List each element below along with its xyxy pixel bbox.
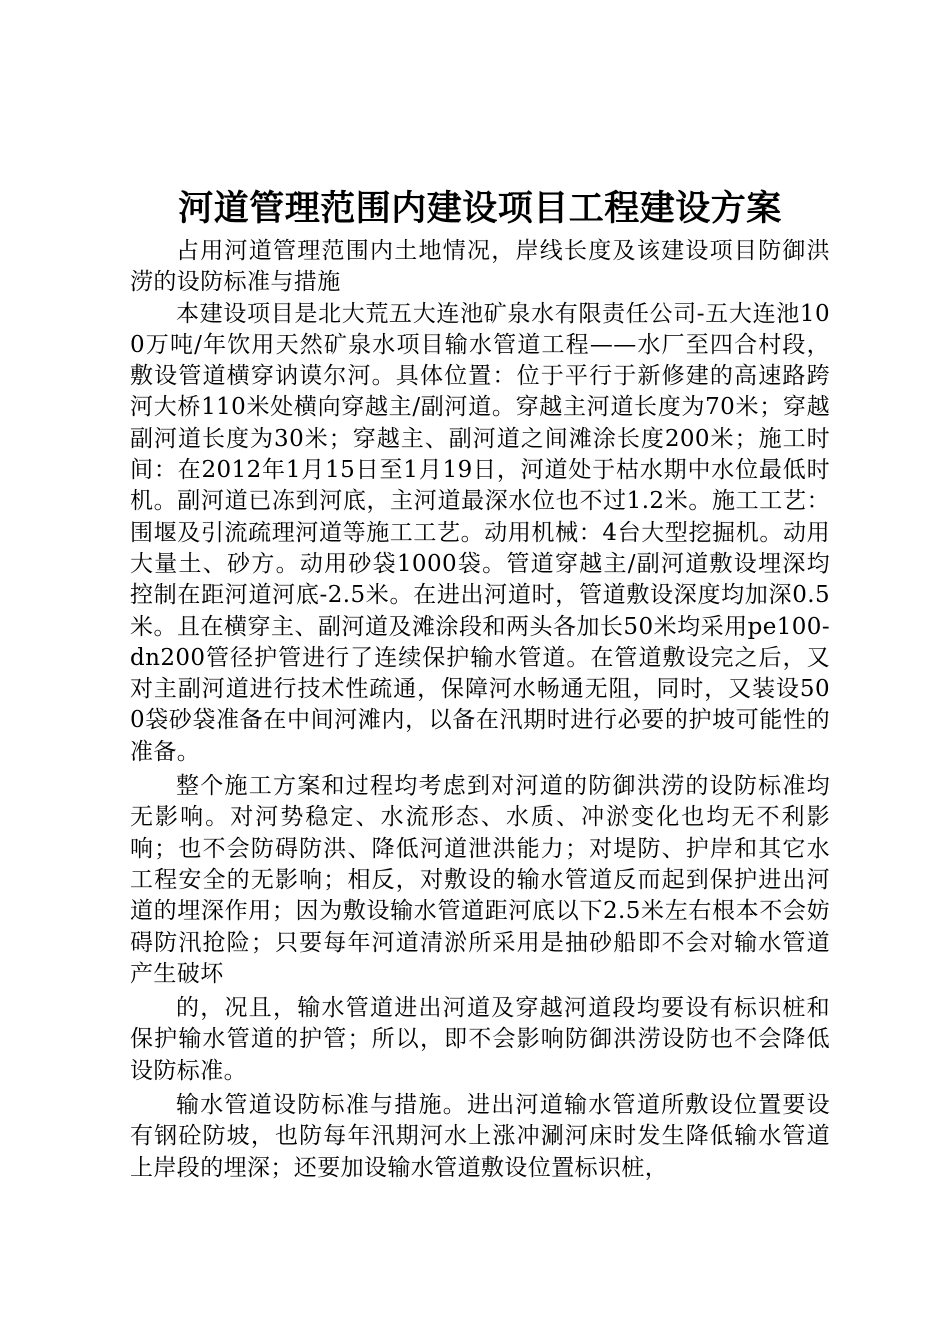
paragraph-project-description: 本建设项目是北大荒五大连池矿泉水有限责任公司-五大连池100万吨/年饮用天然矿泉水项目输水管道工程——水厂至四合村段，敷设管道横穿讷谟尔河。具体位置：位于平行于新修建的高速路跨河大桥110米处横向穿越主/副河道。穿越主河道长度为70米；穿越副河道长度为30米；穿越主、副河道之间滩涂长度200米；施工时间：在2012年1月15日至1月19日，河道处于枯水期中水位最低时机。副河道已冻到河底，主河道最深水位也不过1.2米。施工工艺：围堰及引流疏理河道等施工工艺。动用机械：4台大型挖掘机。动用大量土、砂方。动用砂袋1000袋。管道穿越主/副河道敷设埋深均控制在距河道河底-2.5米。在进出河道时，管道敷设深度均加深0.5米。且在横穿主、副河道及滩涂段和两头各加长50米均采用pe100-dn200管径护管进行了连续保护输水管道。在管道敷设完之后，又对主副河道进行技术性疏通，保障河水畅通无阻，同时，又装设500袋砂袋准备在中间河滩内，以备在汛期时进行必要的护坡可能性的准备。 bbox=[130, 300, 830, 765]
paragraph-impact-assessment: 整个施工方案和过程均考虑到对河道的防御洪涝的设防标准均无影响。对河势稳定、水流形态、水质、冲淤变化也均无不利影响；也不会防碍防洪、降低河道泄洪能力；对堤防、护岸和其它水工程安全的无影响；相反，对敷设的输水管道反而起到保护进出河道的埋深作用；因为敷设输水管道距河底以下2.5米左右根本不会妨碍防汛抢险；只要每年河道清淤所采用是抽砂船即不会对输水管道产生破坏 bbox=[130, 773, 830, 987]
document-body bbox=[130, 236, 830, 1184]
paragraph-impact-continued: 的，况且，输水管道进出河道及穿越河道段均要设有标识桩和保护输水管道的护管；所以，即不会影响防御洪涝设防也不会降低设防标准。 bbox=[130, 995, 830, 1084]
document-title: 河道管理范围内建设项目工程建设方案 bbox=[178, 188, 782, 229]
paragraph-scope: 占用河道管理范围内土地情况，岸线长度及该建设项目防御洪涝的设防标准与措施 bbox=[130, 238, 830, 296]
paragraph-protection-measures: 输水管道设防标准与措施。进出河道输水管道所敷设位置要设有钢砼防坡，也防每年汛期河水上涨冲涮河床时发生降低输水管道上岸段的埋深；还要加设输水管道敷设位置标识桩， bbox=[130, 1092, 830, 1181]
